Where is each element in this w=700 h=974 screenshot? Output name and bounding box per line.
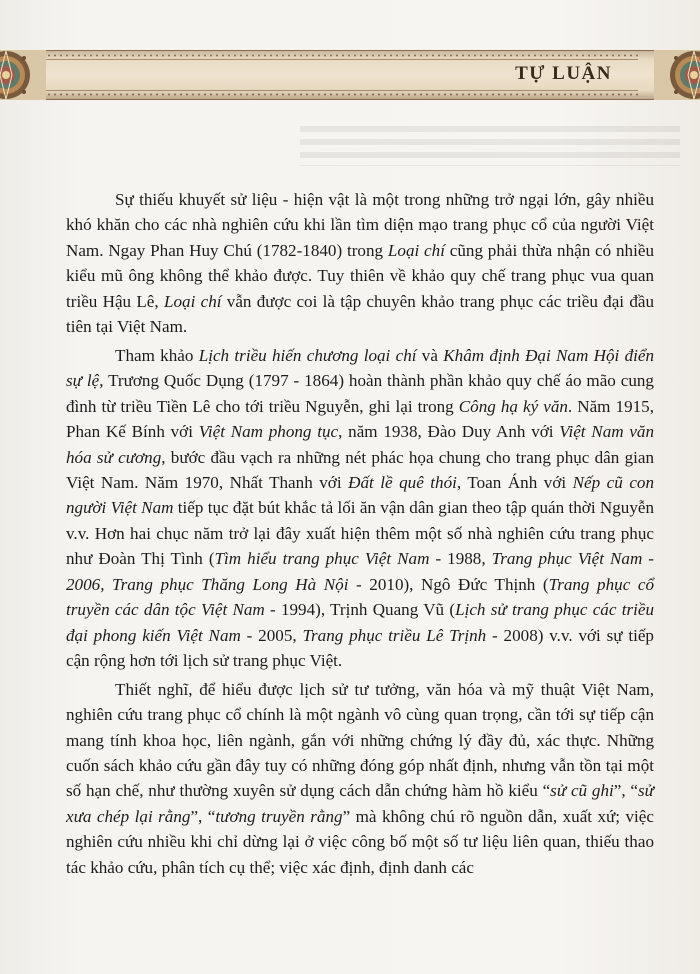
header-rule-bottom	[38, 90, 638, 91]
text-run: ”, “	[190, 806, 216, 826]
text-run: - 1988,	[429, 549, 492, 569]
text-run: tiếp tục đặt bút khắc tả lối ăn vận dân gian theo tập quán thời Nguyễn v.v. Hơn hai chục năm trở lại đây xuất hiện thêm một số nhà nghiên cứu trang phục như Đoàn Thị Tình (	[66, 498, 655, 569]
text-run: , Trương Quốc Dụng (1797 - 1864) hoàn thành phần khảo quy chế áo mão cung đình từ triều Tiền Lê cho tới triều Nguyễn, ghi lại trong	[66, 371, 654, 416]
italic-title-text: tương truyền rằng	[215, 806, 343, 826]
text-run: Thiết nghĩ, để hiểu được lịch sử tư tưởng, văn hóa và mỹ thuật Việt Nam, nghiên cứu trang phục cổ chính là một ngành vô cùng quan trọng, cần tới sự tiếp cận mang tính khoa học, liên ngành, gắn với những chứng lý đầy đủ, xác thực. Những cuốn sách khảo cứu gần đây tuy có những đóng góp nhất định, nhưng vẫn tồn tại một số hạn chế, như thường xuyên sử dụng cách dẫn chứng hàm hồ kiểu “	[66, 679, 654, 801]
text-run: ”, “	[613, 781, 639, 801]
header-dot-border-top	[40, 54, 640, 57]
italic-title-text: Nếp cũ con người Việt Nam	[66, 472, 654, 518]
text-run: ” mà không chú rõ nguồn dẫn, xuất xứ; việc nghiên cứu nhiều khi chỉ dừng lại ở việc công bố một số tư liệu liên quan, thiếu thao tác khảo cứu, phân tích cụ thể; việc xác định, định danh các	[66, 806, 654, 877]
italic-title-text: Khâm định Đại Nam Hội điển sự lệ	[66, 345, 655, 391]
italic-title-text: Công hạ ký văn	[458, 396, 568, 416]
text-run: Sự thiếu khuyết sử liệu - hiện vật là một trong những trở ngại lớn, gây nhiều khó khăn cho các nhà nghiên cứu khi lần tìm diện mạo trang phục cổ của người Việt Nam. Ngay Phan Huy Chú (1782-1840) trong	[66, 190, 654, 260]
text-run: , bước đầu vạch ra những nét phác họa chung cho trang phục dân gian Việt Nam. Năm 1970, Nhất Thanh với	[66, 447, 655, 492]
italic-title-text: Trang phục triều Lê Trịnh	[302, 625, 487, 645]
italic-title-text: Loại chí	[163, 291, 222, 311]
text-run: - 2005,	[240, 625, 303, 645]
text-run: , năm 1938, Đào Duy Anh với	[338, 422, 560, 442]
text-run: - 1994), Trịnh Quang Vũ (	[264, 600, 456, 620]
header-ornament-left-icon	[0, 50, 46, 100]
text-run: . Năm 1915, Phan Kế Bính với	[66, 396, 654, 442]
italic-title-text: Lịch sử trang phục các triều đại phong kiến Việt Nam	[66, 600, 654, 645]
italic-title-text: Trang phục Việt Nam - 2006, Trang phục Thăng Long Hà Nội	[66, 549, 654, 594]
paragraph	[66, 343, 654, 674]
body-text	[66, 187, 654, 880]
italic-title-text: Loại chí	[387, 240, 445, 260]
header-rule-top	[38, 59, 638, 60]
italic-title-text: Đất lề quê thói	[348, 472, 457, 492]
header-ornament-right-icon	[654, 50, 700, 100]
paragraph	[66, 677, 654, 881]
section-title: TỰ LUẬN	[515, 63, 612, 84]
text-run: , Toan Ánh với	[456, 472, 573, 492]
italic-title-text: Tìm hiểu trang phục Việt Nam	[214, 549, 430, 569]
text-run: cũng phải thừa nhận có nhiều kiểu mũ ông không thể khảo được. Tuy thiên về khảo quy chế trang phục vua quan triều Hậu Lê,	[66, 240, 654, 311]
italic-title-text: Trang phục cổ truyền các dân tộc Việt Nam	[66, 574, 654, 620]
text-run: và	[416, 345, 444, 365]
italic-title-text: Việt Nam văn hóa sử cương	[66, 422, 655, 467]
header-dot-border-bottom	[40, 93, 640, 96]
show-through-texture	[300, 126, 680, 166]
paragraph	[66, 187, 654, 340]
text-run: vẫn được coi là tập chuyên khảo trang phục các triều đại đầu tiên tại Việt Nam.	[66, 291, 654, 337]
italic-title-text: sử xưa chép lại rằng	[66, 781, 654, 826]
italic-title-text: Việt Nam phong tục	[198, 422, 339, 442]
text-run: Tham khảo	[115, 345, 199, 365]
italic-title-text: Lịch triều hiến chương loại chí	[198, 345, 417, 365]
italic-title-text: sử cũ ghi	[550, 781, 614, 801]
text-run: - 2008) v.v. với sự tiếp cận rộng hơn tới lịch sử trang phục Việt.	[66, 625, 654, 671]
text-run: - 2010), Ngô Đức Thịnh (	[348, 574, 549, 594]
